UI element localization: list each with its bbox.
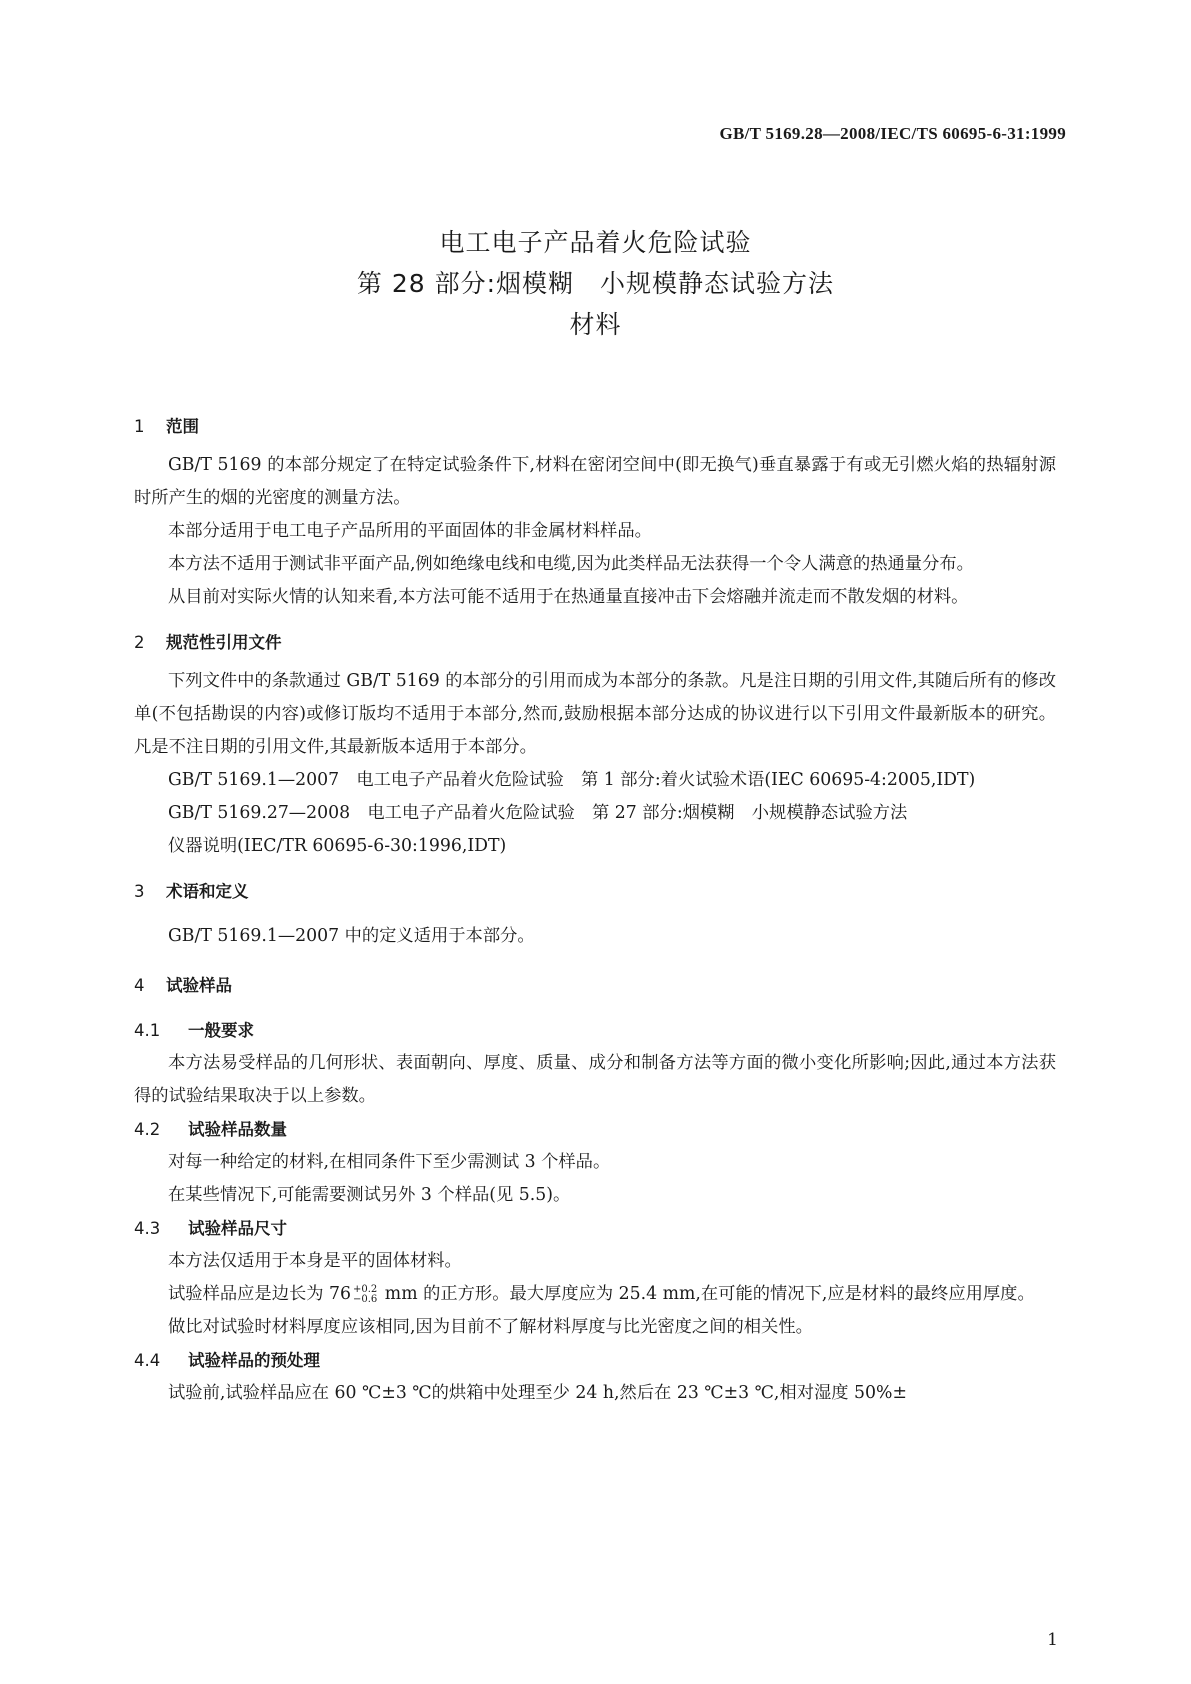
subsection-4-2-paragraph-1: 对每一种给定的材料,在相同条件下至少需测试 3 个样品。	[168, 1152, 611, 1172]
document-title	[0, 222, 1191, 345]
subsection-4-2-heading	[134, 1113, 1056, 1146]
subsection-title: 试验样品数量	[188, 1120, 287, 1139]
standard-code: GB/T 5169.28—2008/IEC/TS 60695-6-31:1999	[719, 124, 1066, 143]
tolerance-stack	[353, 1285, 377, 1305]
section-4-heading	[134, 969, 1056, 1002]
section-1-paragraph-1: GB/T 5169 的本部分规定了在特定试验条件下,材料在密闭空间中(即无换气)垂直暴露于有或无引燃火焰的热辐射源时所产生的烟的光密度的测量方法。	[134, 455, 1056, 508]
page-number: 1	[1047, 1630, 1058, 1650]
subsection-4-3-paragraph-3: 做比对试验时材料厚度应该相同,因为目前不了解材料厚度与比光密度之间的相关性。	[168, 1317, 813, 1337]
subsection-number: 4.4	[134, 1351, 161, 1370]
section-1-heading	[134, 410, 1056, 443]
subsection-4-2-paragraph-2: 在某些情况下,可能需要测试另外 3 个样品(见 5.5)。	[168, 1185, 571, 1205]
dimension-text: 试验样品应是边长为 76	[168, 1284, 352, 1304]
document-body	[134, 410, 1056, 1410]
section-1-paragraph-4: 从目前对实际火情的认知来看,本方法可能不适用于在热通量直接冲击下会熔融并流走而不散发烟的材料。	[168, 587, 969, 607]
title-line-1: 电工电子产品着火危险试验	[439, 228, 752, 257]
title-line-2: 第 28 部分:烟模糊 小规模静态试验方法	[356, 269, 835, 298]
subsection-title: 试验样品尺寸	[188, 1219, 287, 1238]
section-title: 规范性引用文件	[166, 633, 282, 652]
subsection-4-4-heading	[134, 1344, 1056, 1377]
normative-reference-2: GB/T 5169.27—2008 电工电子产品着火危险试验 第 27 部分:烟模糊 小规模静态试验方法	[168, 803, 908, 823]
subsection-number: 4.2	[134, 1120, 161, 1139]
tolerance-lower: −0.6	[353, 1293, 378, 1305]
subsection-4-3-paragraph-2	[134, 1278, 1056, 1311]
subsection-title: 一般要求	[188, 1021, 254, 1040]
section-3-paragraph-1: GB/T 5169.1—2007 中的定义适用于本部分。	[168, 926, 535, 946]
section-title: 术语和定义	[166, 882, 249, 901]
subsection-4-3-heading	[134, 1212, 1056, 1245]
subsection-4-1-heading	[134, 1014, 1056, 1047]
subsection-number: 4.1	[134, 1021, 161, 1040]
subsection-number: 4.3	[134, 1219, 161, 1238]
dimension-text-continued: mm 的正方形。最大厚度应为 25.4 mm,在可能的情况下,应是材料的最终应用厚度。	[379, 1284, 1035, 1304]
section-number: 4	[134, 976, 145, 995]
subsection-4-1-paragraph-1: 本方法易受样品的几何形状、表面朝向、厚度、质量、成分和制备方法等方面的微小变化所影响;因此,通过本方法获得的试验结果取决于以上参数。	[134, 1053, 1056, 1106]
subsection-4-3-paragraph-1: 本方法仅适用于本身是平的固体材料。	[168, 1251, 462, 1271]
section-3-heading	[134, 875, 1056, 908]
section-title: 范围	[166, 417, 199, 436]
title-line-3: 材料	[569, 310, 622, 339]
normative-reference-2-continued: 仪器说明(IEC/TR 60695-6-30:1996,IDT)	[168, 836, 507, 856]
section-title: 试验样品	[166, 976, 232, 995]
section-number: 2	[134, 633, 145, 652]
section-2-paragraph-1: 下列文件中的条款通过 GB/T 5169 的本部分的引用而成为本部分的条款。凡是注日期的引用文件,其随后所有的修改单(不包括勘误的内容)或修订版均不适用于本部分,然而,鼓励根据本部分达成的协议进行以下引用文件最新版本的研究。凡是不注日期的引用文件,其最新版本适用于本部分。	[134, 671, 1056, 757]
section-number: 3	[134, 882, 145, 901]
subsection-4-4-paragraph-1: 试验前,试验样品应在 60 ℃±3 ℃的烘箱中处理至少 24 h,然后在 23 ℃±3 ℃,相对湿度 50%±	[168, 1383, 907, 1403]
normative-reference-1: GB/T 5169.1—2007 电工电子产品着火危险试验 第 1 部分:着火试验术语(IEC 60695-4:2005,IDT)	[168, 770, 976, 790]
section-number: 1	[134, 417, 145, 436]
tolerance-upper: +0.2	[353, 1283, 378, 1295]
section-1-paragraph-3: 本方法不适用于测试非平面产品,例如绝缘电线和电缆,因为此类样品无法获得一个令人满意的热通量分布。	[168, 554, 974, 574]
subsection-title: 试验样品的预处理	[188, 1351, 320, 1370]
section-2-heading	[134, 626, 1056, 659]
section-1-paragraph-2: 本部分适用于电工电子产品所用的平面固体的非金属材料样品。	[168, 521, 652, 541]
